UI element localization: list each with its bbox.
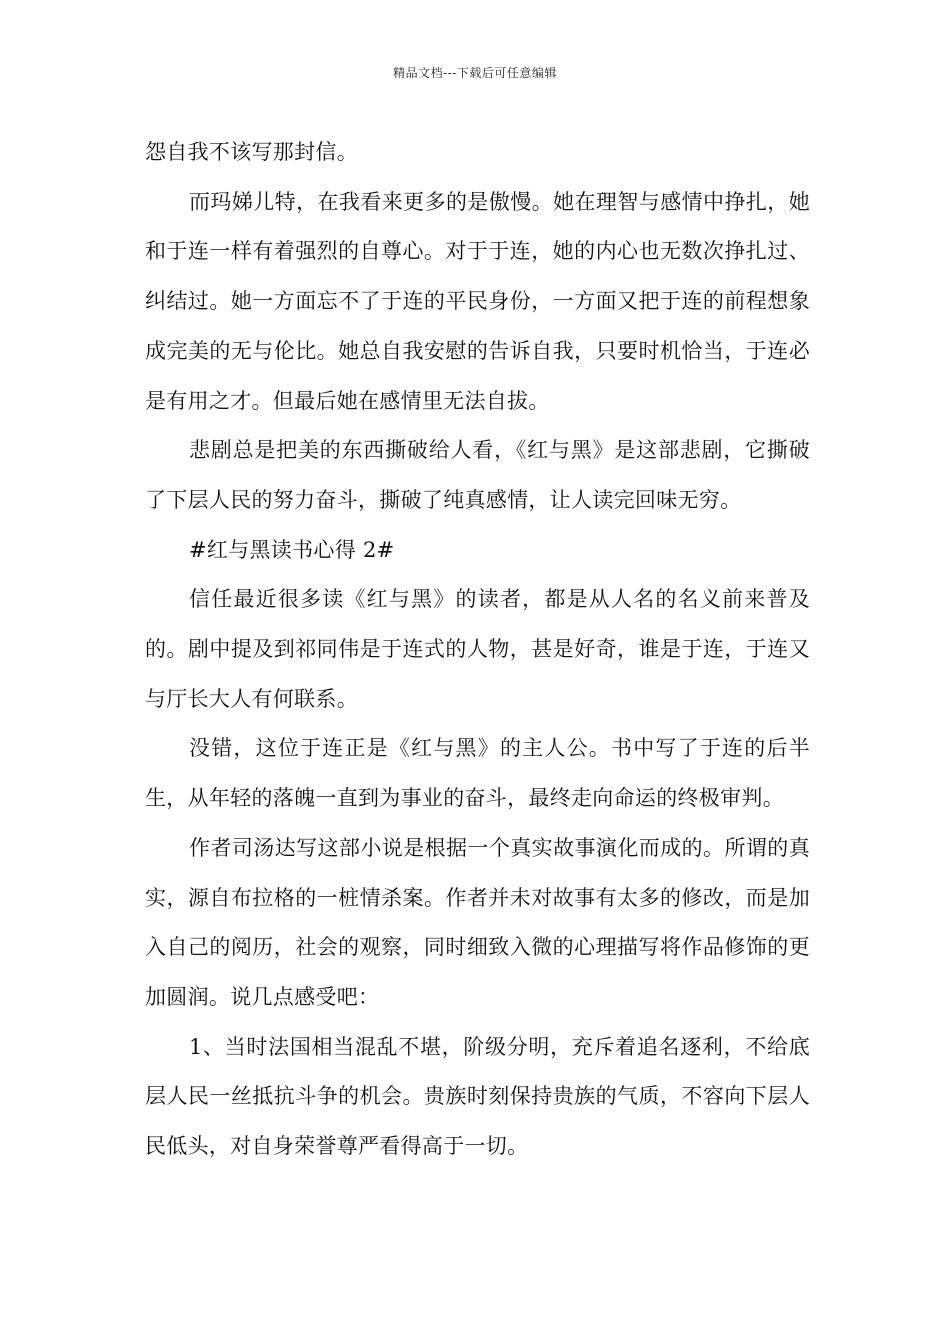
section-heading: #红与黑读书心得 2# — [189, 537, 395, 562]
paragraph: 信任最近很多读《红与黑》的读者，都是从人名的名义前来普及的。剧中提及到祁同伟是于连式的人物，甚是好奇，谁是于连，于连又与厅长大人有何联系。 — [145, 587, 810, 711]
paragraph: 悲剧总是把美的东西撕破给人看，《红与黑》是这部悲剧，它撕破了下层人民的努力奋斗，撕破了纯真感情，让人读完回味无穷。 — [145, 438, 810, 512]
list-item: 1、当时法国相当混乱不堪，阶级分明，充斥着追名逐利，不给底层人民一丝抵抗斗争的机会。贵族时刻保持贵族的气质，不容向下层人民低头，对自身荣誉尊严看得高于一切。 — [145, 1034, 810, 1159]
paragraph: 怨自我不该写那封信。 — [145, 140, 358, 164]
paragraph: 没错，这位于连正是《红与黑》的主人公。书中写了于连的后半生，从年轻的落魄一直到为事业的奋斗，最终走向命运的终极审判。 — [145, 736, 810, 811]
paragraph: 而玛娣儿特，在我看来更多的是傲慢。她在理智与感情中挣扎，她和于连一样有着强烈的自尊心。对于于连，她的内心也无数次挣扎过、纠结过。她一方面忘不了于连的平民身份，一方面又把于连的前程想象成完美的无与伦比。她总自我安慰的告诉自我，只要时机恰当，于连必是有用之才。但最后她在感情里无法自拔。 — [145, 189, 810, 413]
page-header: 精品文档---下载后可任意编辑 — [393, 66, 557, 80]
document-body — [145, 128, 810, 1172]
paragraph: 作者司汤达写这部小说是根据一个真实故事演化而成的。所谓的真实，源自布拉格的一桩情杀案。作者并未对故事有太多的修改，而是加入自己的阅历，社会的观察，同时细致入微的心理描写将作品修饰的更加圆润。说几点感受吧： — [145, 835, 810, 1009]
